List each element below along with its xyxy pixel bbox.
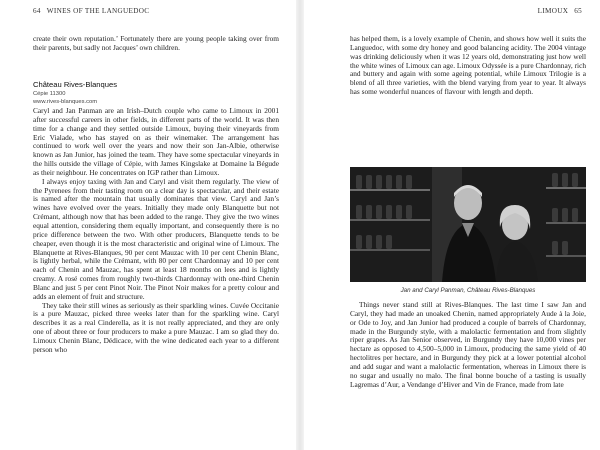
right-top-text (350, 35, 586, 97)
cellar-photo-illustration (350, 167, 586, 282)
left-intro-text (33, 35, 279, 53)
body-paragraph: Things never stand still at Rives-Blanques. The last time I saw Jan and Caryl, they had made an unoaked Chenin, named appropriately Aude à la Joie, or Ode to Joy, and Jan Junior had produced a couple of barrels of Chardonnay, made in the Burgundy style, with a malolactic fermentation and from slightly riper grapes. As Jan Senior observed, in Burgundy they have 10,000 vines per hectare as opposed to 4,500–5,000 in Limoux, producing the same yield of 40 hectolitres per hectare, and in Burgundy they pick at a lower potential alcohol and add sugar and want a malolactic fermentation, whereas in Limoux there is no sugar and usually no malo. The final bonne bouche of a tasting is usually Lagremas d’Aur, a Vendange d’Hiver and Vin de France, made from late (350, 300, 586, 389)
intro-paragraph: create their own reputation.’ Fortunately there are young people taking over from their parents, but sadly not Jacques’ own children. (33, 34, 279, 52)
section-title: Château Rives-Blanques (33, 80, 118, 89)
body-paragraph: has helped them, is a lovely example of Chenin, and shows how well it suits the Languedoc, with some dry honey and good balancing acidity. The 2004 vintage was drinking deliciously when it was 12 years old, demonstrating just how well the white wines of Limoux can age. Limoux Odyssée is a pure Chardonnay, rich and buttery and again with some ageing potential, while Limoux Trilogie is a blend of all three varieties, with the blend varying from year to year. It always has some wonderful nuances of flavour with length and depth. (350, 34, 586, 97)
photo-caption: Jan and Caryl Panman, Château Rives-Blanques (400, 287, 536, 294)
right-running-head: LIMOUX (537, 7, 569, 15)
body-paragraph: Caryl and Jan Panman are an Irish–Dutch couple who came to Limoux in 2001 after successful careers in other fields, in different parts of the world. It was then time for a change and they settled outside Limoux, buying their vineyards from Eric Vialade, who has stayed on as their winemaker. The arrangement has continued to work well over the years and now their son Jan-Albie, otherwise known as Jan Junior, has joined the team. They have some spectacular vineyards in the hills outside the village of Cépie, with James Kingslake at Domaine la Bégude as their neighbour. He concentrates on IGP rather than Limoux. (33, 106, 279, 177)
body-paragraph: They take their still wines as seriously as their sparkling wines. Cuvée Occitanie is a pure Mauzac, picked three weeks later than for the sparkling wine. Caryl describes it as a real Cinderella, as it is not really appreciated, and they are only one of about three or four producers to make a pure Mauzac. I am so glad they do. Limoux Chenin Blanc, Dédicace, with the wine dedicated each year to a different person who (33, 300, 279, 354)
book-gutter (296, 0, 304, 450)
section-website: www.rives-blanques.com (33, 99, 98, 105)
right-bottom-text (350, 301, 586, 389)
left-body-text (33, 107, 279, 355)
right-running-header (538, 7, 582, 15)
section-location: Cépie 11300 (33, 91, 66, 97)
body-paragraph: I always enjoy taxing with Jan and Caryl and visit them regularly. The view of the Pyrenees from their tasting room on a clear day is spectacular, and their estate is named after the mountain that usually dominates that view. Caryl and Jan’s wines have evolved over the years. Initially they made only Blanquette but not Crémant, although now that has been added to the range. They give the two wines equal attention, considering them equally important, and consequently there is no price difference between the two. With other producers, Blanquette tends to be cheaper, even though it is the most characteristic and original wine of Limoux. The Blanquette at Rives-Blanques, 90 per cent Mauzac with 10 per cent Chenin Blanc, is lightly herbal, while the Crémant, with 80 per cent Chardonnay and 10 per cent each of Chenin and Mauzac, has spent at least 18 months on lees and is lightly creamy. A rosé comes from roughly two-thirds Chardonnay with one-third Chenin Blanc and just 5 per cent Pinot Noir. The Pinot Noir makes for a pretty colour and adds an element of fruit and structure. (33, 176, 279, 301)
right-page-number: 65 (574, 7, 582, 15)
left-page-number: 64 (33, 7, 41, 15)
left-running-head: WINES OF THE LANGUEDOC (46, 7, 150, 15)
portrait-photo (350, 167, 586, 282)
left-running-header (33, 7, 149, 15)
